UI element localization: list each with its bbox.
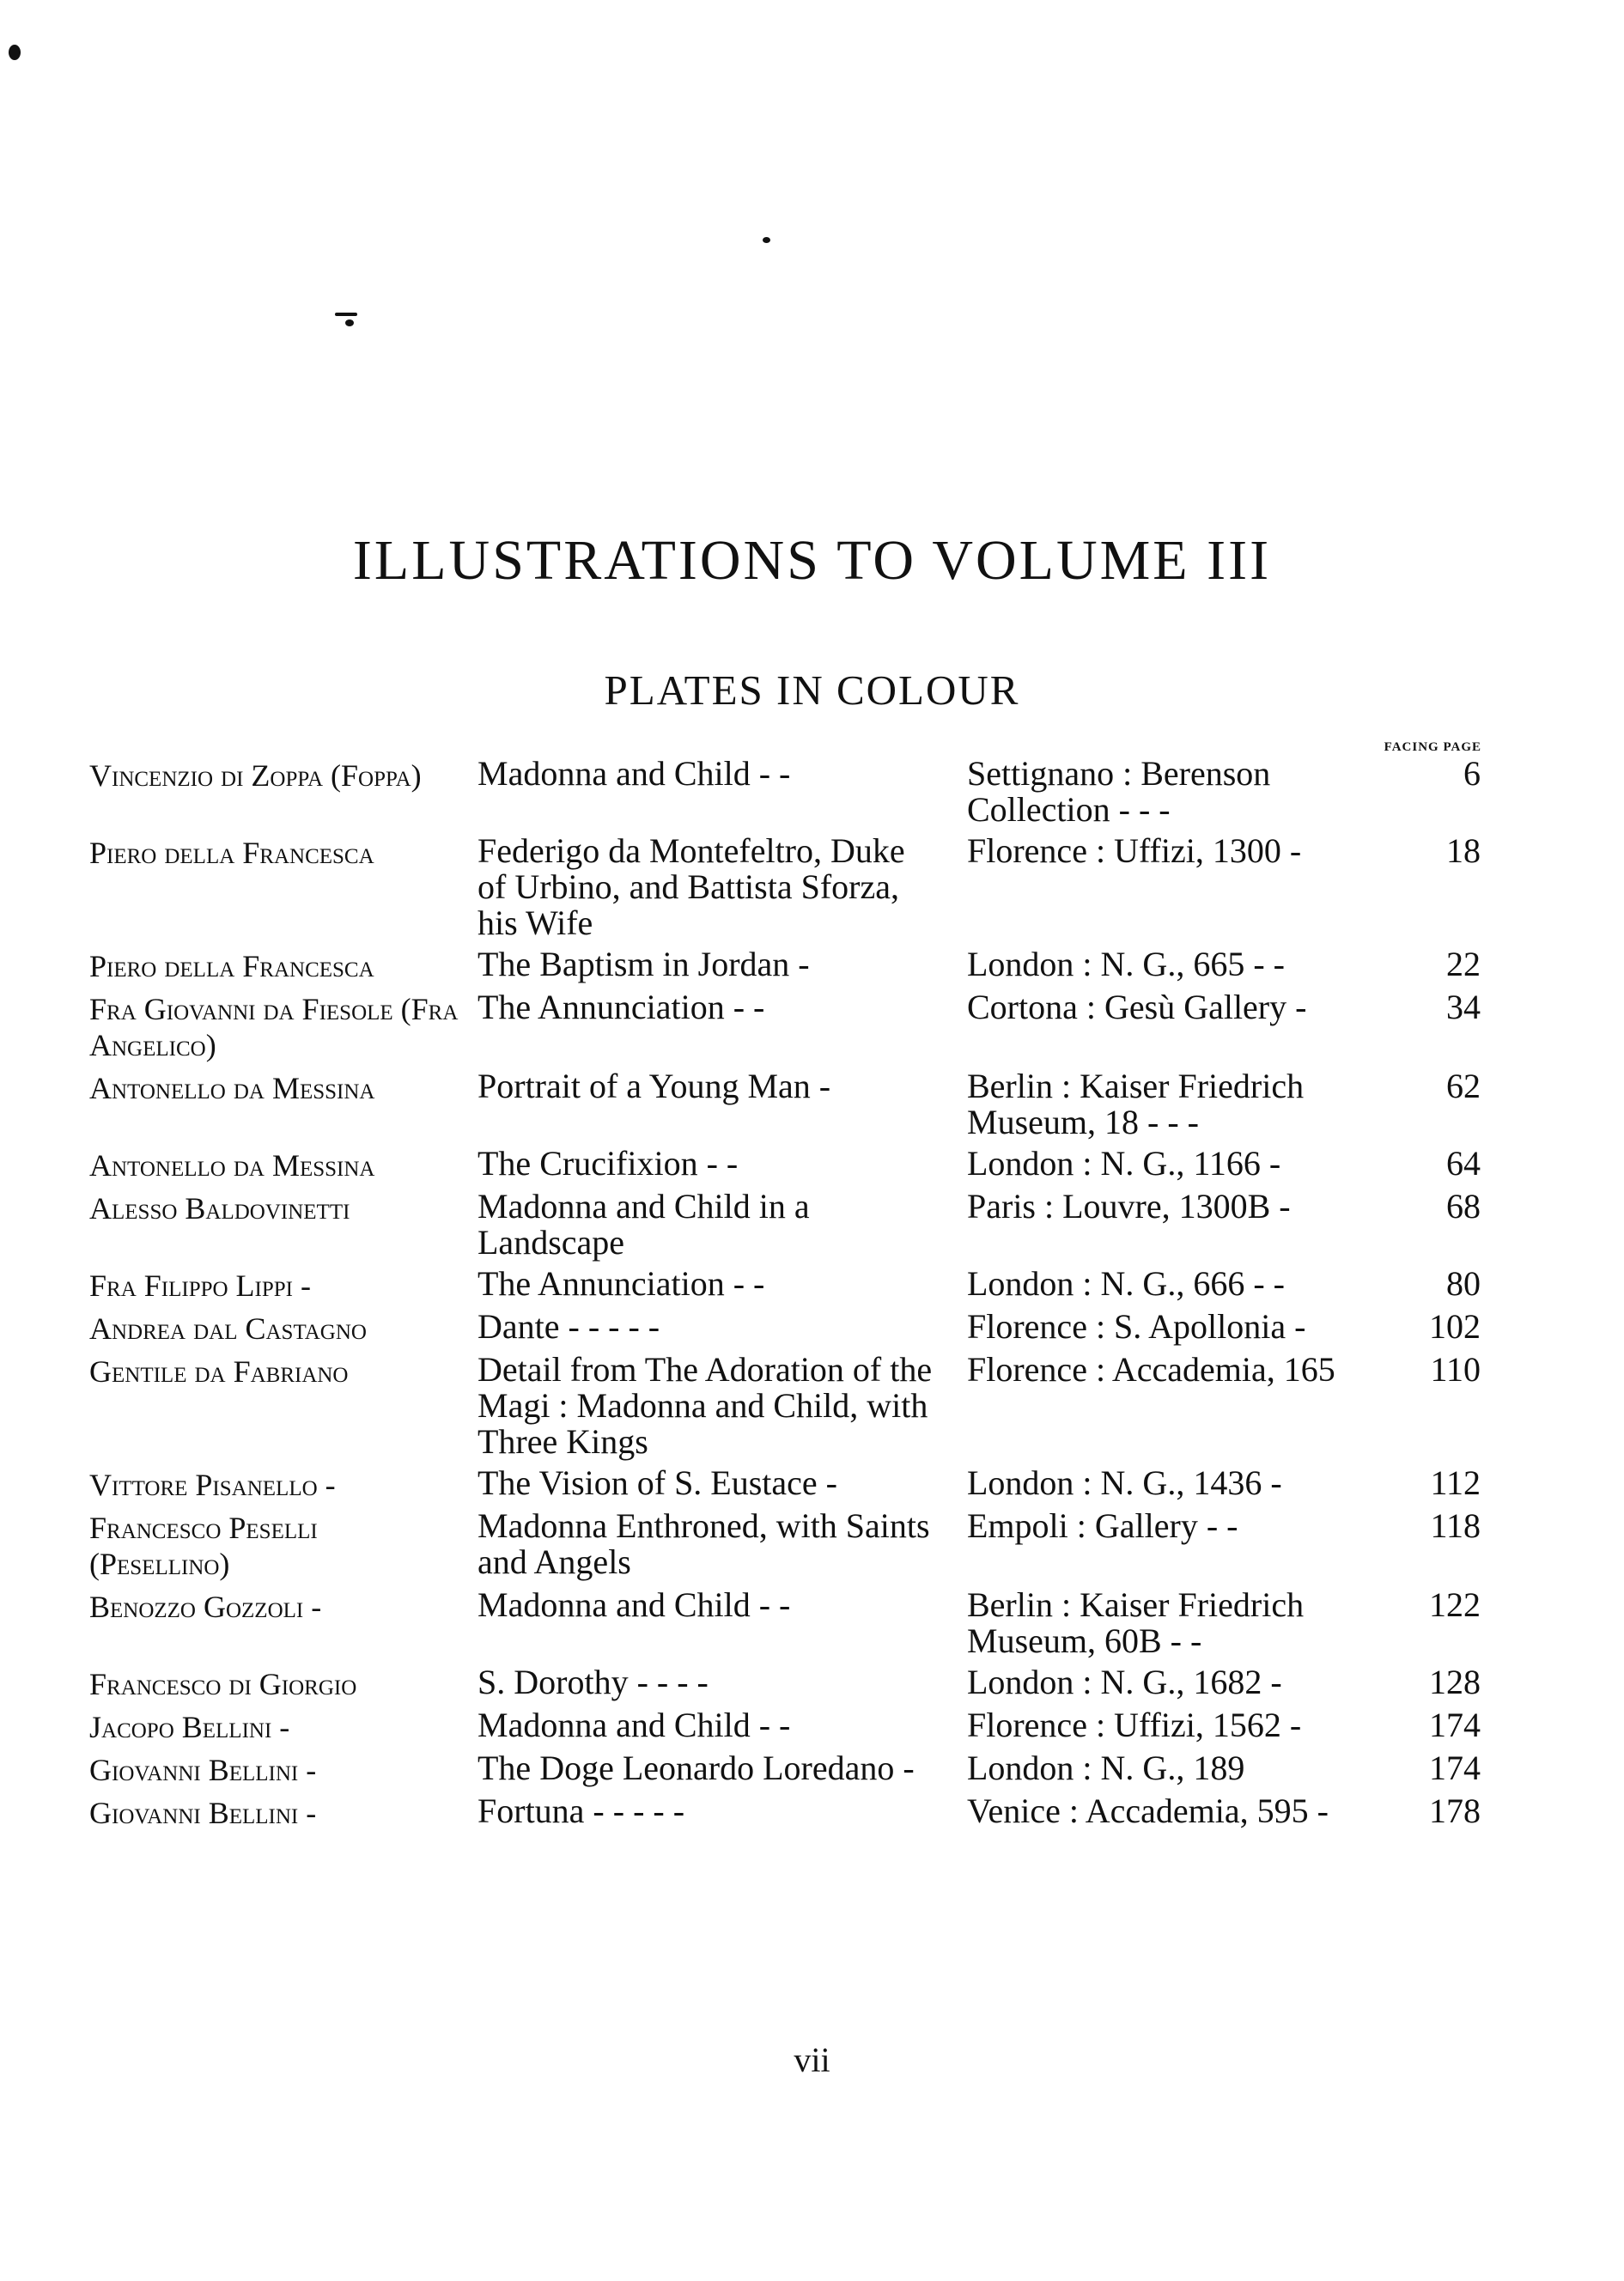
plate-artist: Fra Filippo Lippi - xyxy=(89,1268,311,1303)
plate-subject: Madonna and Child in a Landscape xyxy=(477,1187,810,1262)
plate-row xyxy=(89,1508,1481,1582)
scan-speck xyxy=(345,319,354,326)
plate-page: 128 xyxy=(1429,1663,1481,1701)
plate-location: London : N. G., 666 - - xyxy=(967,1264,1285,1303)
plate-subject: The Crucifixion - - xyxy=(477,1144,739,1183)
plate-page: 6 xyxy=(1463,754,1481,793)
plate-location: London : N. G., 189 xyxy=(967,1749,1245,1787)
plate-page: 64 xyxy=(1446,1144,1481,1183)
plate-artist: Jacopo Bellini - xyxy=(89,1710,290,1744)
plate-page: 34 xyxy=(1446,988,1481,1026)
plate-row xyxy=(89,946,1481,984)
plate-subject: Madonna and Child - - xyxy=(477,1585,791,1624)
plate-location: London : N. G., 1166 - xyxy=(967,1144,1281,1183)
plate-row xyxy=(89,1309,1481,1347)
plate-location: Berlin : Kaiser Friedrich Museum, 18 - - - xyxy=(967,1067,1305,1141)
plate-subject: The Annunciation - - xyxy=(477,988,765,1026)
plate-location: London : N. G., 1436 - xyxy=(967,1463,1282,1502)
plate-page: 102 xyxy=(1429,1307,1481,1346)
plate-artist: Antonello da Messina xyxy=(89,1148,375,1183)
plate-row xyxy=(89,1793,1481,1831)
plate-artist: Piero della Francesca xyxy=(89,836,374,870)
plate-row xyxy=(89,1664,1481,1702)
plate-subject: The Annunciation - - xyxy=(477,1264,765,1303)
plate-page: 122 xyxy=(1429,1585,1481,1624)
plate-location: Settignano : Berenson Collection - - - xyxy=(967,754,1271,829)
plate-artist: Fra Giovanni da Fiesole (Fra Angelico) xyxy=(89,992,459,1062)
plate-subject: Detail from The Adoration of the Magi : Madonna and Child, with Three Kings xyxy=(477,1350,933,1461)
plate-page: 112 xyxy=(1430,1463,1481,1502)
plate-page: 62 xyxy=(1446,1067,1481,1105)
page-title: ILLUSTRATIONS TO VOLUME III xyxy=(352,529,1272,592)
page-number: vii xyxy=(794,2041,830,2079)
plate-subject: The Baptism in Jordan - xyxy=(477,945,810,983)
plate-location: Cortona : Gesù Gallery - xyxy=(967,988,1307,1026)
plate-artist: Benozzo Gozzoli - xyxy=(89,1590,322,1624)
plate-location: Florence : Accademia, 165 xyxy=(967,1350,1335,1389)
plate-artist: Alesso Baldovinetti xyxy=(89,1191,350,1226)
plate-location: Florence : Uffizi, 1300 - xyxy=(967,831,1302,870)
plate-row xyxy=(89,1352,1481,1460)
plate-location: Paris : Louvre, 1300B - xyxy=(967,1187,1291,1226)
plate-row xyxy=(89,1189,1481,1261)
plate-subject: Dante - - - - - xyxy=(477,1307,660,1346)
plate-row xyxy=(89,1750,1481,1788)
plate-subject: S. Dorothy - - - - xyxy=(477,1663,709,1701)
plate-location: London : N. G., 1682 - xyxy=(967,1663,1282,1701)
plate-artist: Antonello da Messina xyxy=(89,1071,375,1105)
plate-subject: Fortuna - - - - - xyxy=(477,1791,685,1830)
plate-subject: The Vision of S. Eustace - xyxy=(477,1463,838,1502)
plate-page: 178 xyxy=(1429,1791,1481,1830)
plate-location: London : N. G., 665 - - xyxy=(967,945,1285,983)
plate-row xyxy=(89,1146,1481,1183)
plate-artist: Vittore Pisanello - xyxy=(89,1468,336,1502)
scan-speck xyxy=(9,45,21,60)
plate-page: 18 xyxy=(1446,831,1481,870)
plate-artist: Gentile da Fabriano xyxy=(89,1354,349,1389)
scan-speck xyxy=(335,313,357,316)
plate-page: 174 xyxy=(1429,1749,1481,1787)
plate-artist: Andrea dal Castagno xyxy=(89,1311,367,1346)
plate-artist: Francesco Peselli (Pesellino) xyxy=(89,1511,318,1581)
plate-row xyxy=(89,1587,1481,1659)
plate-row xyxy=(89,1465,1481,1503)
plate-page: 174 xyxy=(1429,1706,1481,1744)
plate-location: Venice : Accademia, 595 - xyxy=(967,1791,1329,1830)
facing-page-column-header: FACING PAGE xyxy=(1384,740,1481,754)
plate-page: 118 xyxy=(1430,1506,1481,1545)
plate-subject: Madonna Enthroned, with Saints and Angels xyxy=(477,1506,930,1581)
plate-location: Berlin : Kaiser Friedrich Museum, 60B - - xyxy=(967,1585,1305,1660)
plate-artist: Giovanni Bellini - xyxy=(89,1796,317,1830)
plate-row xyxy=(89,833,1481,941)
plate-location: Florence : S. Apollonia - xyxy=(967,1307,1306,1346)
plate-artist: Francesco di Giorgio xyxy=(89,1667,357,1701)
scan-speck xyxy=(763,237,770,243)
plate-row xyxy=(89,1266,1481,1304)
plate-page: 80 xyxy=(1446,1264,1481,1303)
plate-page: 110 xyxy=(1430,1350,1481,1389)
plate-artist: Piero della Francesca xyxy=(89,949,374,983)
plate-subject: Federigo da Montefeltro, Duke of Urbino, and Battista Sforza, his Wife xyxy=(477,831,905,942)
plate-artist: Vincenzio di Zoppa (Foppa) xyxy=(89,758,422,793)
plate-subject: The Doge Leonardo Loredano - xyxy=(477,1749,915,1787)
plate-row xyxy=(89,1068,1481,1140)
plate-page: 22 xyxy=(1446,945,1481,983)
plate-subject: Madonna and Child - - xyxy=(477,754,791,793)
plate-subject: Portrait of a Young Man - xyxy=(477,1067,831,1105)
plate-row xyxy=(89,1707,1481,1745)
plate-location: Empoli : Gallery - - xyxy=(967,1506,1238,1545)
plate-artist: Giovanni Bellini - xyxy=(89,1753,317,1787)
plates-list xyxy=(89,756,1481,1836)
plate-location: Florence : Uffizi, 1562 - xyxy=(967,1706,1302,1744)
plate-page: 68 xyxy=(1446,1187,1481,1226)
section-subtitle: PLATES IN COLOUR xyxy=(604,666,1020,714)
plate-row xyxy=(89,756,1481,828)
plate-subject: Madonna and Child - - xyxy=(477,1706,791,1744)
plate-row xyxy=(89,989,1481,1063)
